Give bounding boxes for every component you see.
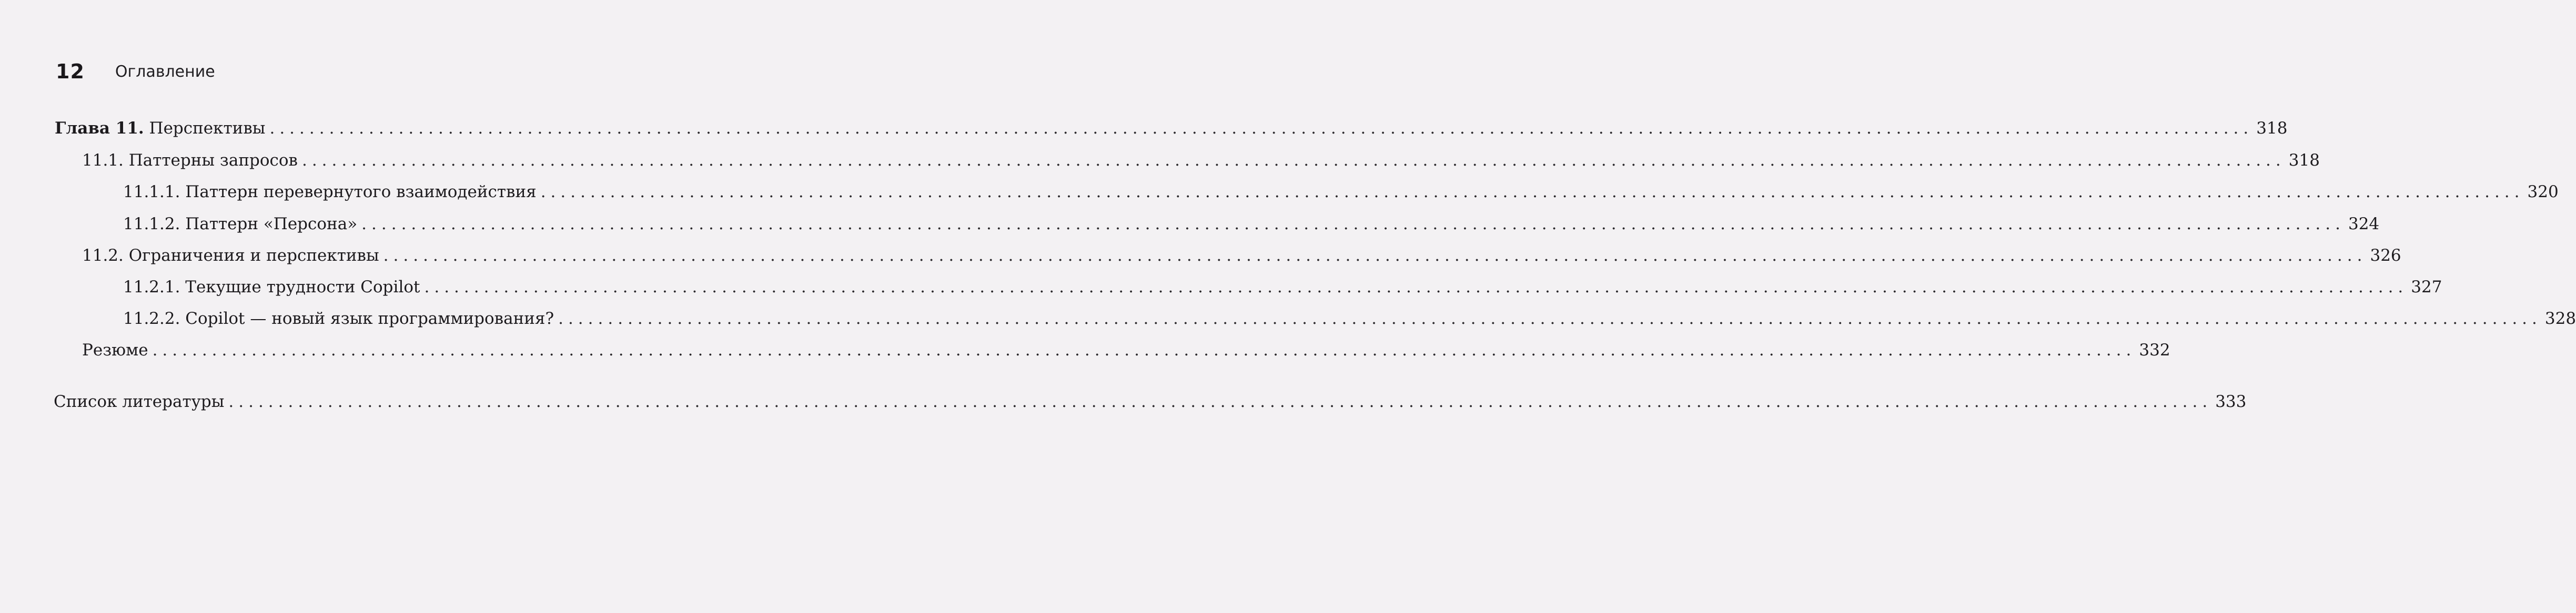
toc-entry-page: 318: [2256, 119, 2288, 138]
dot-leader: ........................................................................................................................................................................................................: [228, 392, 2213, 411]
toc-entry-title: Список литературы: [54, 392, 225, 411]
running-head: Оглавление: [115, 62, 215, 81]
toc-entry-title: 11.1.2. Паттерн «Персона»: [123, 214, 358, 233]
toc-entry-chapter-11[interactable]: [55, 119, 2288, 144]
dot-leader: ........................................................................................................................................................................................................: [383, 246, 2367, 265]
toc-entry-page: 318: [2288, 151, 2320, 170]
dot-leader: ........................................................................................................................................................................................................: [540, 182, 2524, 201]
toc-entry-title: 11.2.2. Copilot — новый язык программирования?: [123, 309, 554, 328]
dot-leader: ........................................................................................................................................................................................................: [424, 278, 2408, 297]
toc-entry-11-1-1[interactable]: [123, 182, 2559, 208]
toc-entry-11-1-2[interactable]: [123, 214, 2380, 240]
toc-entry-page: 326: [2370, 246, 2401, 265]
toc-entry-title: 11.2.1. Текущие трудности Copilot: [123, 278, 420, 297]
toc-entry-title: Глава 11. Перспективы: [55, 119, 266, 138]
dot-leader: ........................................................................................................................................................................................................: [361, 214, 2345, 233]
toc-chapter-label: Глава 11.: [55, 119, 144, 138]
toc-entry-11-2[interactable]: [82, 246, 2401, 271]
toc-entry-bibliography[interactable]: [54, 392, 2247, 417]
dot-leader: ........................................................................................................................................................................................................: [301, 151, 2286, 170]
toc-entry-page: 333: [2215, 392, 2247, 411]
toc-entry-page: 327: [2411, 278, 2442, 297]
dot-leader: ........................................................................................................................................................................................................: [558, 309, 2542, 328]
toc-entry-11-2-2[interactable]: [123, 309, 2576, 334]
toc-entry-page: 332: [2139, 341, 2170, 360]
toc-entry-11-1[interactable]: [82, 151, 2320, 176]
toc-entry-summary[interactable]: [82, 341, 2170, 366]
toc-entry-page: 320: [2527, 182, 2559, 201]
toc-entry-page: 328: [2544, 309, 2576, 328]
toc-entry-title: 11.1.1. Паттерн перевернутого взаимодействия: [123, 182, 537, 201]
toc-entry-title: 11.2. Ограничения и перспективы: [82, 246, 379, 265]
page-number: 12: [56, 60, 85, 83]
toc-entry-title: 11.1. Паттерны запросов: [82, 151, 298, 170]
toc-entry-title: Резюме: [82, 341, 148, 360]
toc-entry-11-2-1[interactable]: [123, 278, 2442, 303]
dot-leader: ........................................................................................................................................................................................................: [152, 341, 2136, 360]
dot-leader: ........................................................................................................................................................................................................: [269, 119, 2254, 138]
toc-entry-page: 324: [2348, 214, 2380, 233]
page-header: [56, 57, 215, 86]
